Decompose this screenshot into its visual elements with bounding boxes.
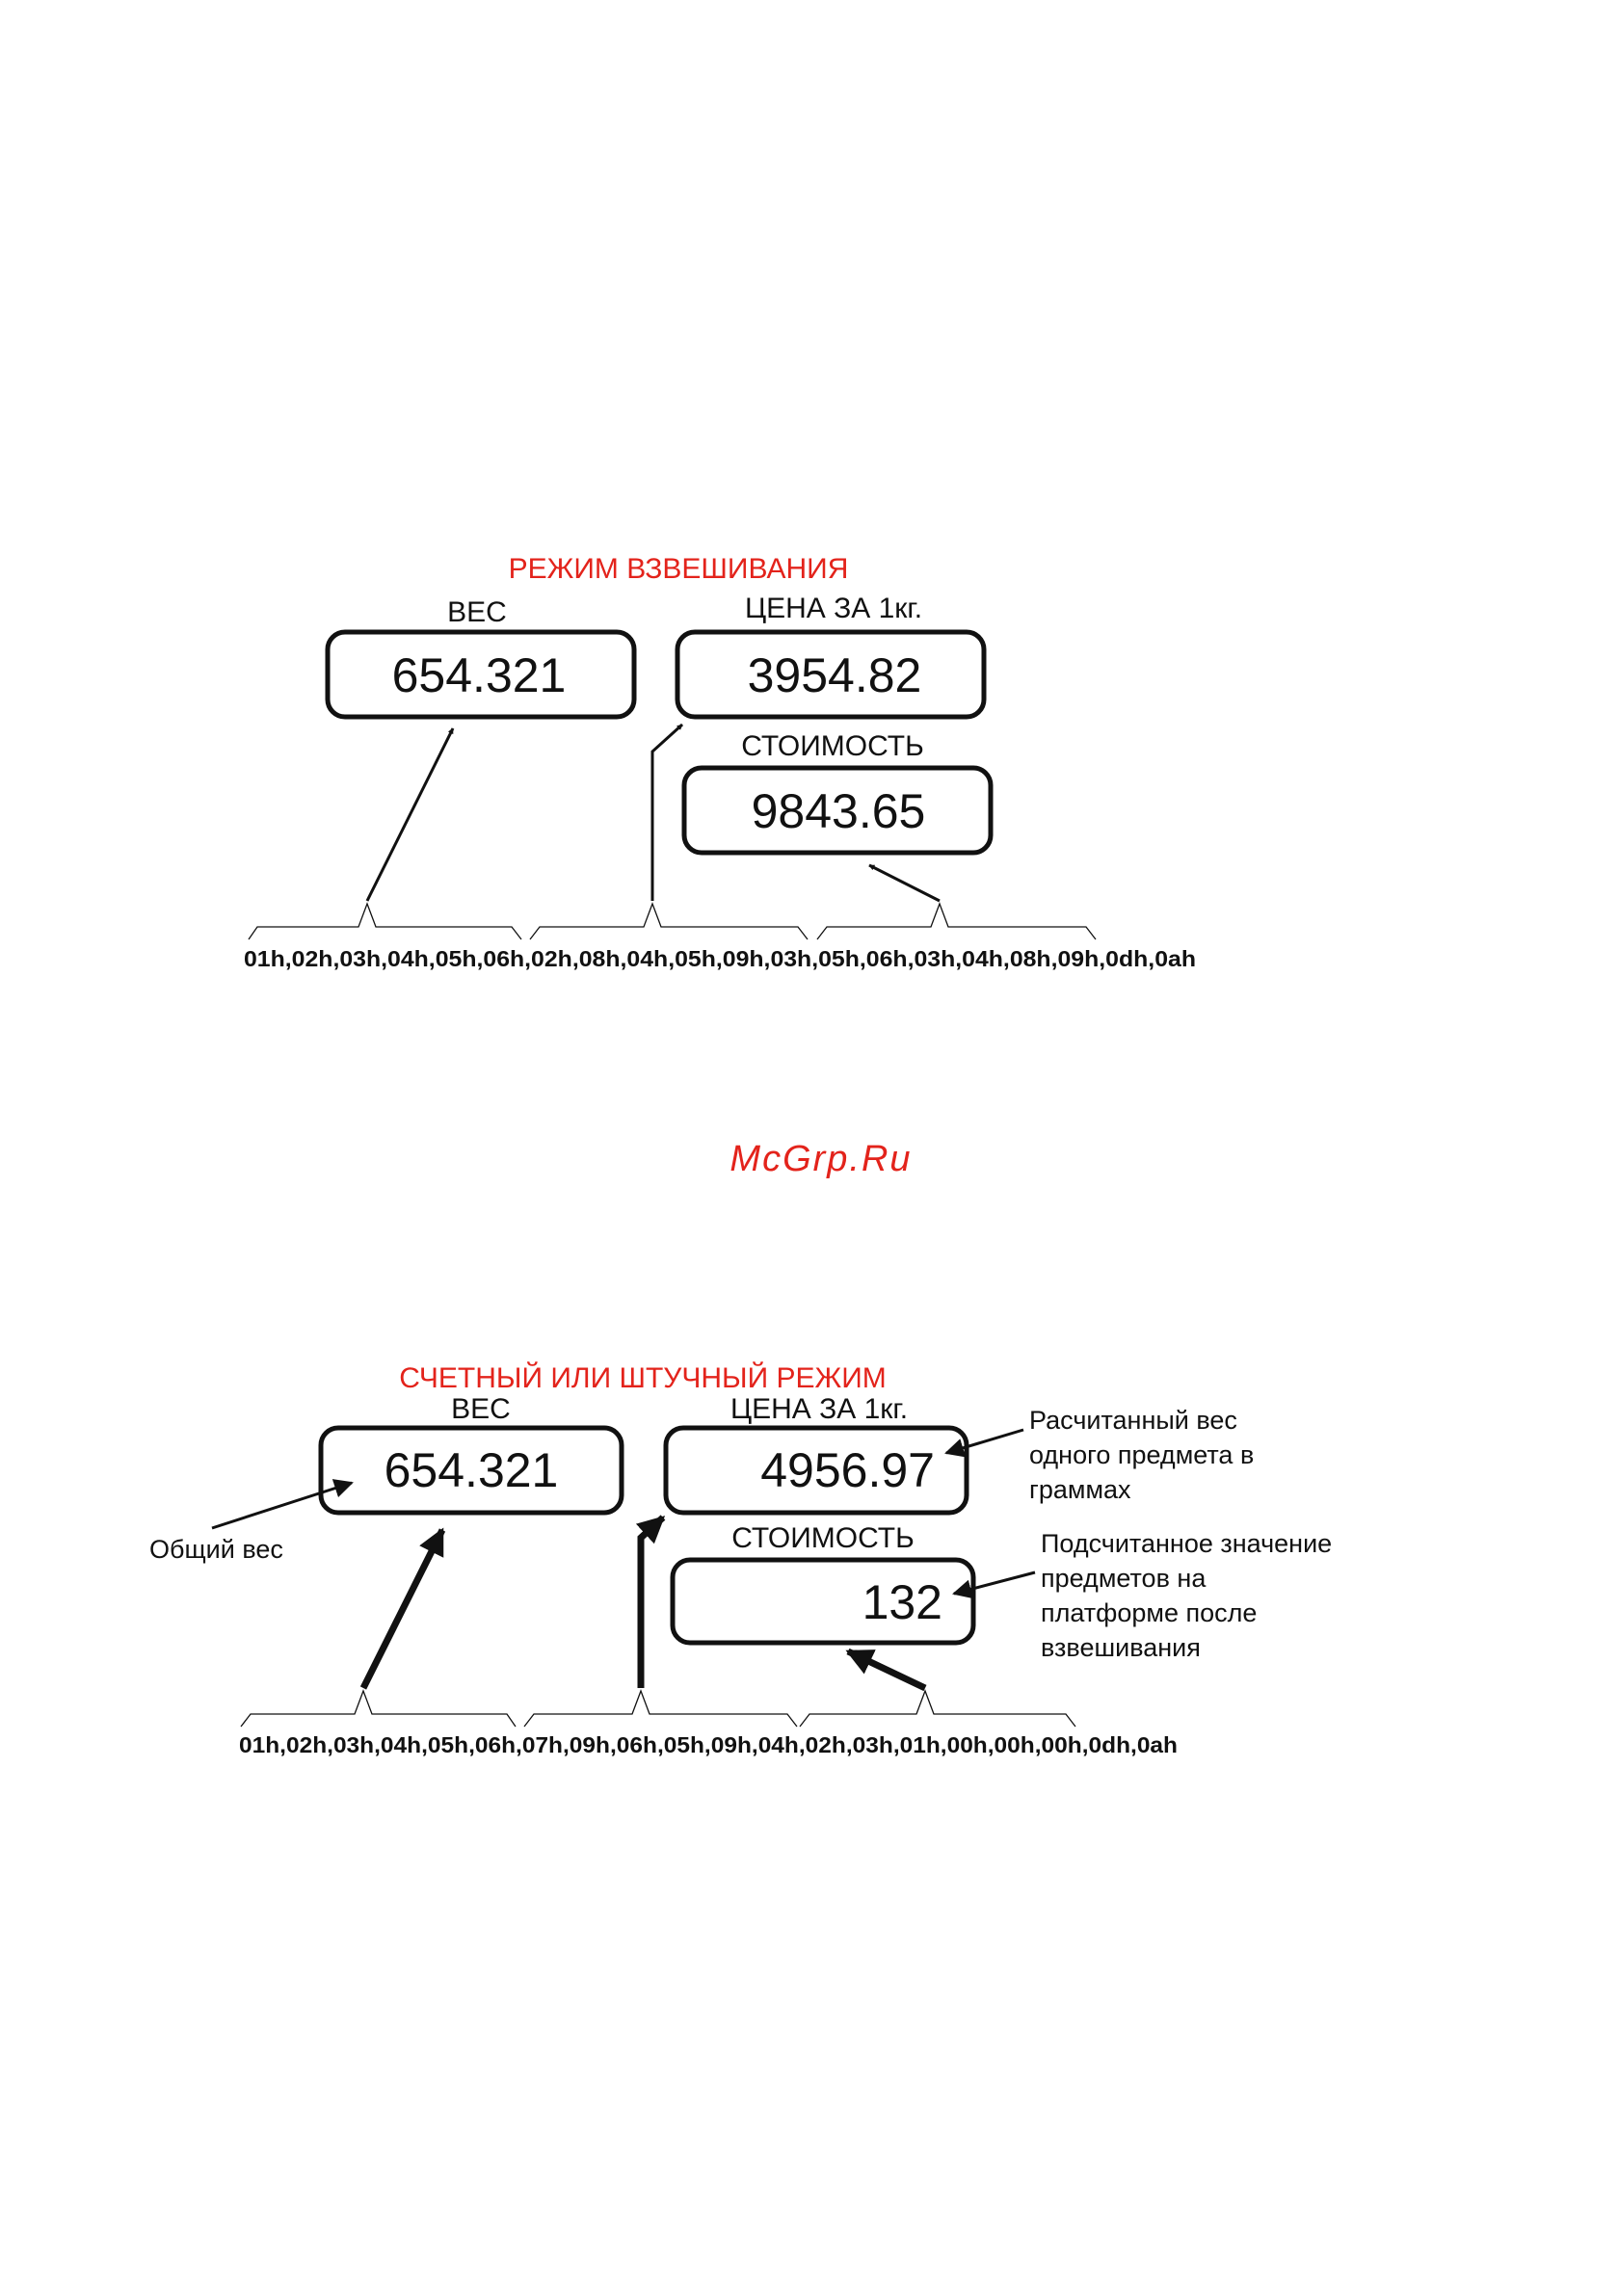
weighing-weight-label: ВЕС xyxy=(447,596,507,628)
weighing-weight-arrow xyxy=(367,728,453,901)
counting-mode-title: СЧЕТНЫЙ ИЛИ ШТУЧНЫЙ РЕЖИМ xyxy=(399,1362,887,1394)
annotation-count-line: взвешивания xyxy=(1041,1633,1201,1662)
annotation-total-weight: Общий вес xyxy=(149,1535,283,1564)
counting-brace-price xyxy=(524,1691,797,1727)
annotation-unit-weight-line: Расчитанный вес xyxy=(1029,1406,1237,1435)
annotation-unit-weight-line: граммах xyxy=(1029,1475,1131,1504)
weighing-cost-value: 9843.65 xyxy=(751,784,926,838)
counting-cost-value: 132 xyxy=(862,1575,942,1629)
weighing-price-label: ЦЕНА ЗА 1кг. xyxy=(744,593,923,624)
weighing-cost-label: СТОИМОСТЬ xyxy=(741,730,924,762)
annotation-unit-weight-arrow xyxy=(946,1430,1023,1453)
weighing-brace-weight xyxy=(249,904,521,939)
annotation-count-line: предметов на xyxy=(1041,1564,1207,1593)
weighing-cost-arrow xyxy=(869,865,940,901)
watermark: McGrp.Ru xyxy=(729,1139,913,1179)
counting-cost-label: СТОИМОСТЬ xyxy=(731,1522,915,1554)
weighing-weight-value: 654.321 xyxy=(391,648,567,702)
weighing-price-value: 3954.82 xyxy=(747,648,922,702)
counting-brace-cost xyxy=(800,1691,1075,1727)
counting-price-arrow xyxy=(641,1517,663,1688)
counting-weight-value: 654.321 xyxy=(384,1443,559,1497)
annotation-total-weight-arrow xyxy=(212,1483,352,1528)
counting-weight-label: ВЕС xyxy=(451,1393,511,1425)
weighing-brace-cost xyxy=(817,904,1096,939)
weighing-price-arrow xyxy=(652,725,682,901)
counting-price-value: 4956.97 xyxy=(760,1443,935,1497)
weighing-brace-price xyxy=(530,904,808,939)
weighing-mode-section xyxy=(244,553,1196,971)
annotation-unit-weight xyxy=(1029,1406,1261,1504)
counting-mode-section xyxy=(149,1361,1339,1757)
annotation-count-line: платформе после xyxy=(1041,1598,1258,1627)
weighing-mode-title: РЕЖИМ ВЗВЕШИВАНИЯ xyxy=(508,553,849,585)
annotation-count-arrow xyxy=(954,1572,1035,1594)
counting-cost-arrow xyxy=(848,1651,925,1688)
annotation-count-line: Подсчитанное значение xyxy=(1041,1529,1333,1558)
counting-price-label: ЦЕНА ЗА 1кг. xyxy=(729,1393,909,1425)
counting-weight-arrow xyxy=(363,1530,442,1688)
annotation-count xyxy=(1041,1529,1339,1662)
annotation-unit-weight-line: одного предмета в xyxy=(1029,1440,1255,1469)
counting-byte-sequence: 01h,02h,03h,04h,05h,06h,07h,09h,06h,05h,09h,04h,02h,03h,01h,00h,00h,00h,0dh,0ah xyxy=(239,1732,1178,1757)
counting-brace-weight xyxy=(241,1691,516,1727)
weighing-byte-sequence: 01h,02h,03h,04h,05h,06h,02h,08h,04h,05h,09h,03h,05h,06h,03h,04h,08h,09h,0dh,0ah xyxy=(244,946,1196,971)
